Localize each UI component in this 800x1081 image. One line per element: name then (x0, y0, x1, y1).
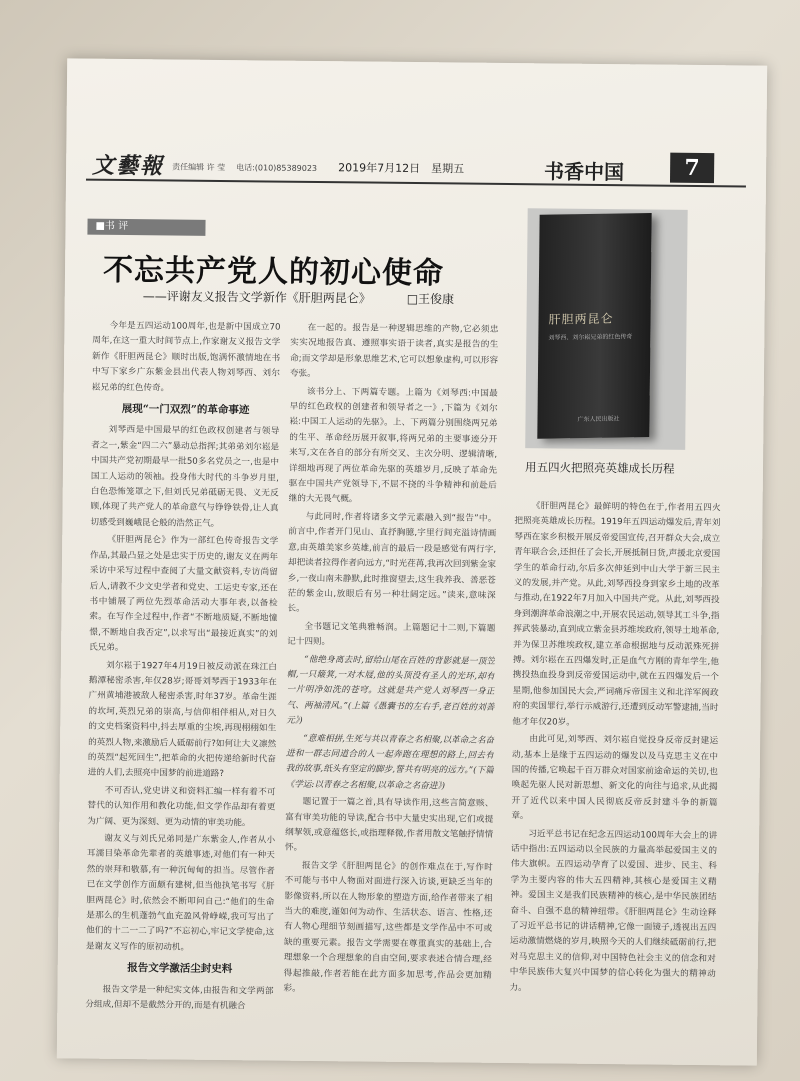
paragraph: 与此同时,作者将诸多文学元素融入到“报告”中。前言中,作者开门见山、直抒胸臆,字里行间充溢诗情画意,由英雄美家乡英雄,前言的最后一段是感觉有两行字,却把读者拉得作者向远方,“时光荏苒,我再次回到紫金家乡,一夜山南未静默,此时推窗望去,这生我养我、善恶苍茫的紫金山,放眼后有另一种壮阔定远。”读来,意味深长。 (287, 511, 497, 615)
article-column-1 (85, 319, 281, 1061)
editor-credit: 责任编辑 许 莹 (172, 162, 226, 173)
issue-date: 2019年7月12日 星期五 (338, 161, 465, 176)
paragraph: 该书分上、下两篇专题。上篇为《刘琴西:中国最早的红色政权的创建者和领导者之一》,下篇为《刘尔崧:中国工人运动的先驱》。上、下两篇分别围绕两兄弟的生平、革命经历展开叙事,将两兄弟的主要事迹分开来写,文在各自的部分有所交叉、主次分明、逻辑清晰,详细地再现了两位革命先驱的英雄岁月,反映了革命先驱在中国共产党领导下,不屈不挠的斗争精神和前赴后继的大无畏气概。 (288, 386, 498, 505)
quote-epigraph: “意难相拼,生死与共以青春之名相聚,以革命之名奋进和一群志同道合的人一起奔跑在理想的路上,回去有我的故事,纸头有坚定的脚步,誓共有明亮的远方。”(下篇《学运:以青春之名相聚,以革命之名奋进》) (285, 733, 495, 792)
paragraph: 习近平总书记在纪念五四运动100周年大会上的讲话中指出:五四运动以全民族的力量高举起爱国主义的伟大旗帜。五四运动孕育了以爱国、进步、民主、科学为主要内容的伟大五四精神,其核心是爱国主义精神。爱国主义是我们民族精神的核心,是中华民族团结奋斗、自强不息的精神纽带。《肝胆两昆仑》生动诠释了习近平总书记的讲话精神,它像一面镜子,透视出五四运动激情燃烧的岁月,映照今天的人们继续砥砺前行,把对马克思主义的信仰,对中国特色社会主义的信念和对中华民族伟大复兴中国梦的信心转化为强大的精神动力。 (509, 828, 718, 993)
paragraph: 报告文学是一种纪实文体,由报告和文学两部分组成,但却不是截然分开的,而是有机融合 (85, 984, 274, 1012)
masthead (86, 149, 746, 188)
book-publisher: 广东人民出版社 (577, 415, 620, 424)
newspaper-logo: 文藝報 (91, 152, 165, 180)
section-heading: 展现“一门双烈”的革命事迹 (121, 402, 250, 417)
paragraph: 不可否认,党史讲义和资料汇编一样有着不可替代的认知作用和教化功能,但文学作品却有着更为广阔、更为深刻、更为动情的审美功能。 (87, 785, 276, 828)
paragraph: 《肝胆两昆仑》作为一部红色传奇报告文学作品,其最凸显之处是忠实于历史的,谢友义在两年采访中采写过程中查阅了大量文献资料,专访尚留后人,请教不少文史学者和党史、工运史专家,还在书中铺展了两位先烈革命活动大事年表,以备检索。在写作全过程中,作者“不断地质疑,不断地憧憬,不断地自我否定”,以求写出“最接近真实”的刘氏兄弟。 (89, 535, 279, 654)
phone-number: 电话:(010)85389023 (236, 163, 318, 173)
paragraph: 刘琴西是中国最早的红色政权创建者与领导者之一,紫金“四二六”暴动总指挥;其弟弟刘尔崧是中国共产党初期最早一批50多名党员之一,也是中国工人运动的领袖。投身伟大时代的斗争岁月里,白色恐怖笼罩之下,但刘氏兄弟砥砺无畏、义无反顾,体现了共产党人的革命意气与铮铮铁骨,让人真切感受到巍峨昆仑般的浩然正气。 (90, 425, 280, 529)
paragraph: 谢友义与刘氏兄弟同是广东紫金人,作者从小耳濡目染革命先辈者的英雄事迹,对他们有一种天然的崇拜和敬慕,有一种沉甸甸的担当。尽管作者已在文学创作方面颇有建树,但当他执笔书写《肝胆两昆仑》时,依然会不断叩问自己:“他们的生命是那么的生机蓬勃气血充盈风骨峥嵘,我可写出了他们的十二一二了吗?”不忘初心,牢记文学使命,这是谢友义写作的原初动机。 (85, 833, 276, 953)
section-heading: 报告文学激活尘封史料 (127, 962, 233, 976)
photo-caption: 用五四火把照亮英雄成长历程 (524, 460, 675, 476)
quote-epigraph: “他绝身离去时,留给山尾在百姓的背影就是一顶笠帽,一只簸箕,一对木屐,他的头顶没有圣人的光环,却有一片明净如洗的苍穹。这就是共产党人刘琴西一身正气、两袖清风。”(上篇《愚囊书的左右手,老百姓的刘善元》) (286, 654, 496, 727)
paragraph: 《肝胆两昆仑》最鲜明的特色在于,作者用五四火把照亮英雄成长历程。1919年五四运动爆发后,青年刘琴西在家乡积极开展反帝爱国宣传,召开群众大会,成立青年联合会,还担任了会长,开展抵制日货,声援北京爱国学生的革命行动,尔后多次伸延到中山大学于新三民主义的发展,并产党。从此,刘琴西投身到家乡土地的改革与推动,在1922年7月加入中国共产党。从此,刘琴西投身到潮湃革命浪潮之中,开展农民运动,领导其工斗争,指挥武装暴动,直到成立紫金县苏维埃政府,领导土地革命,并为保卫苏维埃政权,建立革命根据地与反动派殊死拼搏。刘尔崧在五四爆发时,正是血气方刚的青年学生,他携投热血投身到反帝爱国运动中,就在五四爆发后一个星期,他参加国民大会,严词痛斥帝国主义和北洋军阀政府的卖国罪行,举行示威游行,还遭到反动军警逮捕,当时他才年仅20岁。 (512, 501, 721, 728)
newspaper-page (57, 58, 767, 1065)
paragraph: 在一起的。报告是一种逻辑思维的产物,它必须忠实实况地报告真、遵照事实语于读者,真实是报告的生命;而文学却是形象思维艺术,它可以想象虚构,可以形容夸张。 (289, 322, 499, 380)
book-cover-title: 肝胆两昆仑 (548, 311, 614, 327)
author-byline: □王俊康 (406, 291, 455, 307)
paragraph: 今年是五四运动100周年,也是新中国成立70周年,在这一重大时间节点上,作家谢友义报告文学新作《肝胆两昆仑》顺时出版,饱满怀激情地在书中写下家乡广东紫金县出代表人物刘琴西、刘尔崧兄弟的红色传奇。 (91, 320, 281, 394)
section-title: 书香中国 (543, 159, 625, 185)
page-number: 7 (670, 153, 714, 183)
article-column-2 (283, 321, 499, 1063)
paragraph: 题记置于一篇之首,具有导读作用,这些言简意赅、富有审美功能的导读,配合书中大量史实出现,它们或提纲挈领,或意蕴悠长,或指理释微,作者用散文笔触抒情情怀。 (284, 797, 494, 854)
column-tag: ■书 评 (87, 219, 205, 236)
subheadline: ——评谢友义报告文学新作《肝胆两昆仑》 (142, 289, 371, 306)
paragraph: 全书题记文笔典雅畅润。上篇题记十二则,下篇题记十四则。 (287, 621, 496, 648)
paragraph: 由此可见,刘琴西、刘尔崧自觉投身反帝反封建运动,基本上是缘于五四运动的爆发以及马克思主义在中国的传播,它唤起千百万群众对国家前途命运的关切,也唤起先驱人民对新思想、新文化的向往与追求,从此揭开了近代以来中国人民彻底反帝反封建斗争的新篇章。 (511, 734, 719, 822)
book-cover (537, 213, 651, 439)
book-photo (525, 208, 688, 450)
article-column-3 (509, 499, 721, 1066)
book-cover-subtitle: 刘琴西、刘尔崧兄弟的红色传奇 (548, 333, 633, 342)
paragraph: 刘尔崧于1927年4月19日被反动派在珠江白鹅潭秘密杀害,年仅28岁;哥哥刘琴西于1933年在广州黄埔港被敌人秘密杀害,时年37岁。革命生涯的坎坷,英烈兄弟的崇高,与信仰相伴相从,对日久的文史档案资料中,抖去厚重的尘埃,再现栩栩如生的英烈人物,来激励后人砥砺前行?如何让大义凛然的英烈“起死回生”,把革命的火把传递给新时代奋进的人们,去照亮中国梦的前进道路? (87, 660, 277, 780)
paragraph: 报告文学《肝胆两昆仑》的创作难点在于,写作时不可能与书中人物面对面进行深入访谈,更缺乏当年的影像资料,所以在人物形象的塑造方面,给作者带来了相当大的难度,谨如何为动作、生活状态、语言、性格,还有人物心理细节刻画描写,这些都是文学作品中不可或缺的重要元素。报告文学需要在尊重真实的基础上,合理想象一个合理想象的自由空间,要求表述合情合理,经得起推敲,作者若能在此方面多加思考,作品会更加精彩。 (283, 860, 493, 994)
headline: 不忘共产党人的初心使命 (102, 252, 445, 292)
